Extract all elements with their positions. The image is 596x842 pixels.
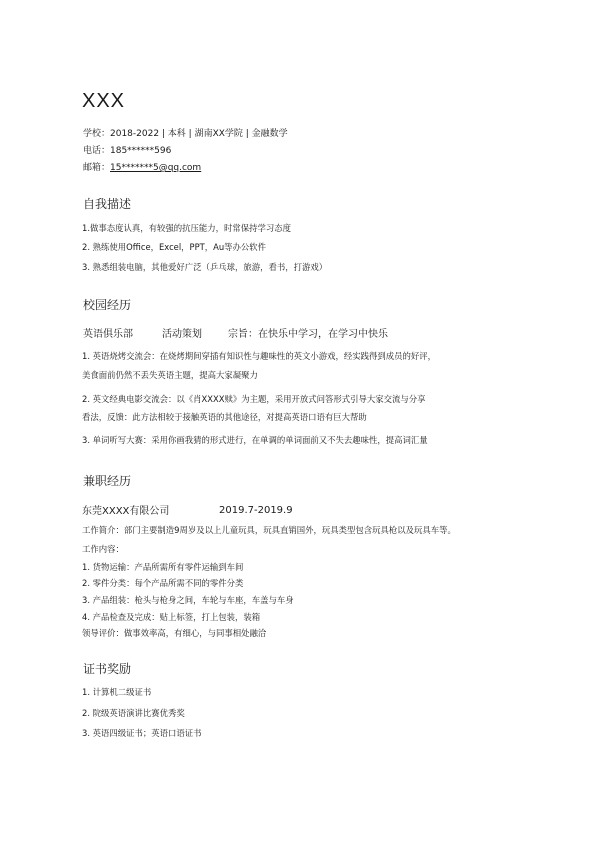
campus-org: 英语俱乐部 bbox=[83, 329, 133, 340]
email-label: 邮箱： bbox=[83, 163, 111, 173]
email-info bbox=[83, 162, 201, 174]
company-name: 东莞XXXX有限公司 bbox=[82, 506, 170, 517]
self-item: 3. 熟悉组装电脑，其他爱好广泛（乒乓球，旅游，看书，打游戏） bbox=[82, 262, 328, 272]
campus-item: 3. 单词听写大赛：采用你画我猜的形式进行，在单调的单词面前又不失去趣味性，提高词汇量 bbox=[82, 435, 428, 445]
certificate-item: 3. 英语四级证书；英语口语证书 bbox=[82, 728, 202, 738]
campus-item: 美食面前仍然不丢失英语主题，提高大家凝聚力 bbox=[82, 370, 258, 380]
section-title-parttime: 兼职经历 bbox=[83, 474, 132, 488]
campus-item: 1. 英语烧烤交流会：在烧烤期间穿插有知识性与趣味性的英文小游戏，经实践得到成员的好评， bbox=[82, 351, 437, 361]
parttime-line: 工作简介：部门主要制造9周岁及以上儿童玩具，玩具直销国外，玩具类型包含玩具枪以及玩具车等。 bbox=[82, 525, 456, 535]
campus-role: 活动策划 bbox=[162, 329, 202, 340]
campus-item: 2. 英文经典电影交流会：以《肖XXXX赎》为主题，采用开放式问答形式引导大家交流与分享 bbox=[82, 394, 426, 404]
parttime-line: 4. 产品检查及完成：贴上标签，打上包装，装箱 bbox=[82, 612, 261, 622]
email-link[interactable]: 15*******5@qq.com bbox=[110, 163, 202, 173]
certificate-item: 1. 计算机二级证书 bbox=[82, 687, 152, 697]
section-title-campus: 校园经历 bbox=[83, 298, 132, 312]
self-item: 2. 熟练使用Office，Excel，PPT，Au等办公软件 bbox=[82, 242, 267, 252]
school-info: 学校：2018-2022 | 本科 | 湖南XX学院 | 金融数学 bbox=[83, 129, 288, 139]
candidate-name: XXX bbox=[82, 90, 126, 112]
phone-info: 电话：185******596 bbox=[83, 146, 172, 156]
parttime-line: 3. 产品组装：枪头与枪身之间，车轮与车座，车盖与车身 bbox=[82, 595, 294, 605]
section-title-certificates: 证书奖励 bbox=[83, 662, 132, 676]
certificate-item: 2. 院级英语演讲比赛优秀奖 bbox=[82, 708, 185, 718]
parttime-line: 领导评价：做事效率高，有细心，与同事相处融洽 bbox=[82, 628, 267, 638]
parttime-line: 1. 货物运输：产品所需所有零件运输到车间 bbox=[82, 562, 244, 572]
work-period: 2019.7-2019.9 bbox=[219, 505, 293, 516]
parttime-line: 工作内容： bbox=[82, 544, 124, 554]
campus-item: 看法，反馈：此方法相较于接触英语的其他途径，对提高英语口语有巨大帮助 bbox=[82, 412, 367, 422]
self-item: 1.做事态度认真，有较强的抗压能力，时常保持学习态度 bbox=[82, 223, 291, 233]
parttime-line: 2. 零件分类：每个产品所需不同的零件分类 bbox=[82, 578, 244, 588]
section-title-self: 自我描述 bbox=[83, 197, 132, 211]
campus-motto: 宗旨：在快乐中学习，在学习中快乐 bbox=[228, 329, 388, 340]
